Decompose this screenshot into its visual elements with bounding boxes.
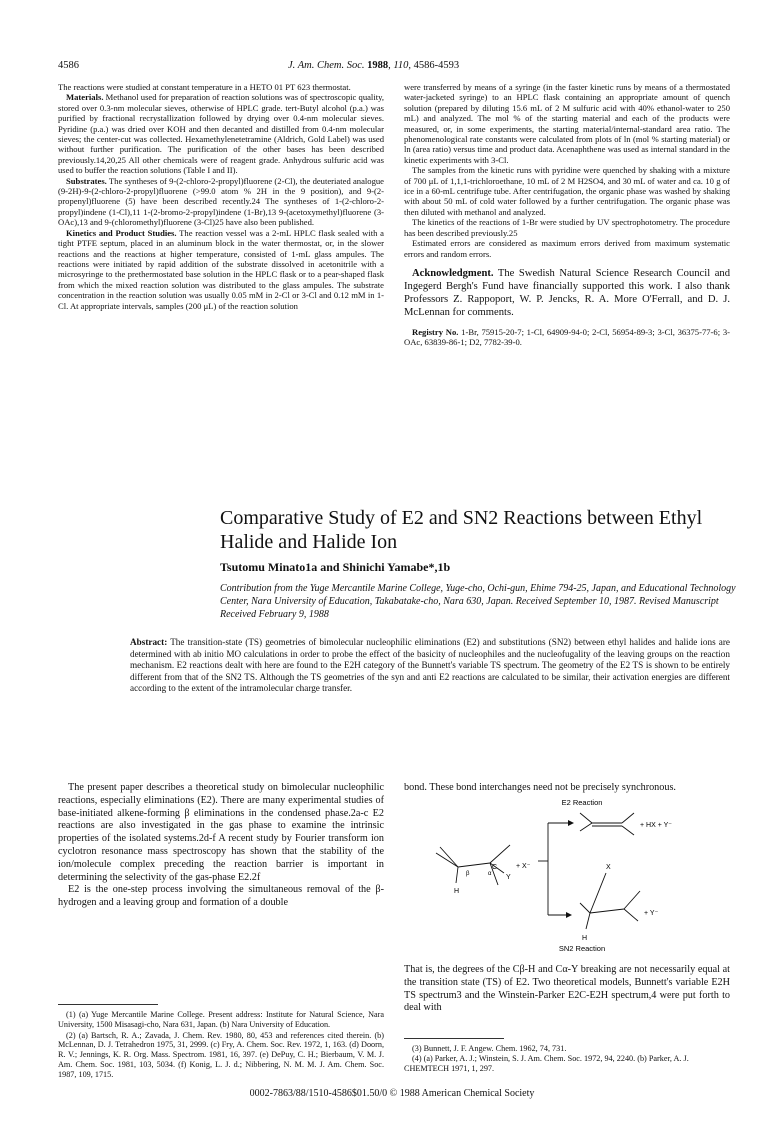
prev-article-left-column: [58, 82, 384, 311]
section-head: Registry No.: [412, 326, 459, 337]
section-head: Substrates.: [66, 175, 107, 186]
acknowledgment: [404, 267, 730, 319]
abstract-head: Abstract:: [130, 637, 168, 647]
section-head: Kinetics and Product Studies.: [66, 227, 177, 238]
page-footer: 0002-7863/88/1510-4586$01.50/0 © 1988 American Chemical Society: [249, 1088, 535, 1099]
paragraph-text: The reaction vessel was a 2-mL HPLC flask sealed with a tight PTFE septum, placed in an aluminum block in the water thermostat, or, in the slower reactions and the reactions at higher temperature, consisted of 1-mL glass ampules. The reactions were initiated by rapid addition of the substrate dissolved in acetonitrile with a microsyringe to the prethermostated base solution in the HPLC flask or to a pear-shaped flask from which the mixed reaction solution was distributed to the glass ampules. The substrate concentration in the reaction solution was usually 0.05 mM in 2-Cl or 3-Cl and 0.12 mM in 1-Cl. At appropriate intervals, samples (200 μL) of the reaction solution: [58, 227, 384, 311]
reactant-plus-x: + X⁻: [516, 863, 531, 870]
sn2-product: [580, 873, 640, 929]
footnote-rule: [58, 1004, 158, 1005]
kinetics-paragraph: [58, 228, 384, 311]
registry-numbers: [404, 327, 730, 348]
paragraph: were transferred by means of a syringe (in the faster kinetic runs by means of a thermostated water-jacketed syringe) to an HPLC flask containing an appropriate amount of quench solution (prepared by diluting 15.6 mL of 2 M sulfuric acid with 40% ethanol-water to 250 mL) and analyzed. The mol % of the starting material and each of the products were measured, or, in some experiments, the starting material/internal-standard area ratio. The phenomenological rate constants were calculated from plots of ln (mol % starting material) or ln (area ratio) versus time and product data. Acenaphthene was used as internal standard in the kinetic experiments with 3-Cl.: [404, 82, 730, 165]
journal-citation: J. Am. Chem. Soc. 1988, 110, 4586-4593: [288, 60, 460, 71]
section-head: Acknowledgment.: [412, 267, 494, 279]
footnote: (1) (a) Yuge Mercantile Marine College. Present address: Institute for Natural Science, Nara University, 1500 Misasagi-cho, Nara 631, Japan. (b) Nara University of Education.: [58, 1010, 384, 1029]
e2-products: + HX + Y⁻: [640, 822, 672, 829]
footnote: (4) (a) Parker, A. J.; Winstein, S. J. Am. Chem. Soc. 1972, 94, 2240. (b) Parker, A. J. CHEMTECH 1971, 1, 297.: [404, 1053, 689, 1073]
footnotes-right: [404, 1044, 730, 1073]
article-title: Comparative Study of E2 and SN2 Reactions between Ethyl Halide and Halide Ion: [220, 507, 703, 553]
article-authors: Tsutomu Minato1a and Shinichi Yamabe*,1b: [220, 560, 451, 574]
paragraph: The reactions were studied at constant temperature in a HETO 01 PT 623 thermostat.: [58, 82, 351, 92]
sn2-products: + Y⁻: [644, 910, 659, 917]
paragraph: Estimated errors are considered as maximum errors derived from maximum systematic errors and random errors.: [404, 238, 730, 259]
paragraph-text: The syntheses of 9-(2-chloro-2-propyl)fluorene (2-Cl), the deuteriated analogue (9-2H)-9-(2-chloro-2-propyl)fluorene (>99.0 atom % 2H in the 9 position), and 9-(2-propenyl)fluorene (5) have been described recently.24 The syntheses of 1-(2-chloro-2-propyl)indene (1-Cl),11 1-(2-bromo-2-propyl)indene (1-Br),13 9-(acetoxymethyl)fluorene (3-OAc),13 and 9-(chloromethyl)fluorene (3-Cl)25 have also been published.: [58, 175, 384, 228]
journal-name: J. Am. Chem. Soc.: [288, 60, 365, 71]
journal-year: 1988: [367, 60, 389, 71]
atom-h-label: H: [454, 888, 460, 895]
footnotes-left: [58, 1010, 384, 1080]
e2-product-alkene: [580, 813, 634, 835]
prev-article-right-column: [404, 82, 730, 348]
reactant-molecule: [436, 845, 510, 885]
scheme-bottom-label: SN2 Reaction: [558, 944, 606, 953]
footnote-rule: [404, 1038, 504, 1039]
substrates-paragraph: [58, 176, 384, 228]
scheme-top-label: E2 Reaction: [561, 798, 603, 807]
arrow-head-e2: [568, 820, 574, 826]
section-head: Materials.: [66, 92, 104, 103]
branch-arrows: [538, 823, 568, 915]
paragraph: E2 is the one-step process involving the simultaneous removal of the β-hydrogen and a leaving group and formation of a double: [58, 884, 384, 909]
atom-c-label: C: [492, 864, 498, 871]
reaction-scheme: [430, 795, 720, 955]
footnote: (3) Bunnett, J. F. Angew. Chem. 1962, 74, 731.: [412, 1044, 567, 1053]
paragraph: The kinetics of the reactions of 1-Br were studied by UV spectrophotometry. The procedure has been described previously.25: [404, 217, 730, 238]
paragraph-text: The Swedish Natural Science Research Council and Ingegerd Bergh's Fund have financially supported this work. I also thank Professors Z. Rappoport, W. P. Jencks, R. A. More O'Ferrall, and D. J. McLennan for comments.: [404, 267, 730, 318]
atom-x-label: X: [606, 864, 611, 871]
paragraph-text: 1-Br, 75915-20-7; 1-Cl, 64909-94-0; 2-Cl, 56954-89-3; 3-Cl, 36375-77-6; 3-OAc, 63839-86-1; D2, 7782-39-0.: [404, 326, 730, 348]
atom-y-label: Y: [506, 874, 511, 881]
abstract-text: The transition-state (TS) geometries of bimolecular nucleophilic eliminations (E2) and substitutions (SN2) between ethyl halides and halide ions are determined with ab initio MO calculations in order to probe the effect of the basicity of nucleophiles and the nucleofugality of the leaving groups on the reaction mechanism. E2 reactions dealt with here are found to the E2H category of the Bunnett's variable TS spectrum. The geometry of the E2 TS is shown to be entirely different from that of the SN2 TS. Although the TS geometries of the syn and anti E2 reactions are calculated to be similar, their activation energies are different according to the extent of the intramolecular charge transfer.: [130, 637, 730, 694]
arrow-head-sn2: [566, 912, 572, 918]
materials-paragraph: [58, 92, 384, 175]
body-right-column: That is, the degrees of the Cβ-H and Cα-Y breaking are not necessarily equal at the transition state (TS) of E2. Two theoretical models, Bunnett's variable E2H TS spectrum3 and the Winstein-Parker E2C-E2H spectrum,4 were put forth to deal with: [404, 964, 730, 1014]
article-affiliation: Contribution from the Yuge Mercantile Marine College, Yuge-cho, Ochi-gun, Ehime 794-25, Japan, and Educational Technology Center, Nara University of Education, Takabatake-cho, Nara 630, Japan. Received September 10, 1987. Revised Manuscript Received February 9, 1988: [220, 583, 736, 620]
page-number: 4586: [58, 60, 79, 71]
paragraph: The samples from the kinetic runs with pyridine were quenched by shaking with a mixture of 700 μL of 1,1,1-trichloroethane, 10 mL of 2 M H2SO4, and 30 mL of water and ca. 10 g of ice in a 60-mL centrifuge tube. After centrifugation, the organic phase was washed by shaking with about 50 mL of cold water followed by a further centrifugation. The organic phase was then diluted with methanol and analyzed.: [404, 165, 730, 217]
footnote: (2) (a) Bartsch, R. A.; Zavada, J. Chem. Rev. 1980, 80, 453 and references cited therein. (b) McLennan, D. J. Tetrahedron 1975, 31, 2999. (c) Fry, A. Chem. Soc. Rev. 1972, 1, 163. (d) Doorn, R. V.; Jennings, K. R. Org. Mass. Spectrom. 1981, 16, 397. (e) DePuy, C. H.; Bierbaum, V. M. J. Am. Chem. Soc. 1981, 103, 5034. (f) Konig, L. J. d.; Nibbering, N. M. M. J. Am. Chem. Soc. 1987, 109, 1715.: [58, 1030, 384, 1079]
body-left-column: [58, 782, 384, 910]
paragraph: The present paper describes a theoretical study on bimolecular nucleophilic reactions, especially eliminations (E2). There are many experimental studies of base-initiated alkene-forming β eliminations in the condensed phase.2a-c E2 reactions are also investigated in the gas phase to examine the intrinsic properties of the isolated systems.2d-f A recent study by Fourier transform ion cyclotron resonance mass spectroscopy has shown that the stability of the ion/molecule complex preceding the reaction barrier is important in determining the selectivity of the gas-phase E2.2f: [58, 782, 384, 883]
journal-volume: 110: [393, 60, 409, 71]
abstract: [130, 637, 730, 695]
journal-pages: 4586-4593: [413, 60, 460, 71]
atom-h-label: H: [582, 935, 588, 942]
beta-label: β: [466, 871, 470, 877]
paragraph-text: Methanol used for preparation of reaction solutions was of spectroscopic quality, stored over 0.3-nm molecular sieves, otherwise of HPLC grade. tert-Butyl alcohol (p.a.) was purified by fractional recrystallization followed by drying over 0.4-nm molecular sieves. Pyridine (p.a.) was dried over KOH and then decanted and distilled from 0.4-nm molecular sieves; the center-cut was collected. Hexamethylenetetramine (Aldrich, Gold Label) was used without further purification. The purification of the other bases has been described previously.14,20,25 All other chemicals were of reagent grade. Anhydrous sulfuric acid was used to buffer the reaction solutions (Table I and II).: [58, 92, 384, 176]
alpha-label: α: [488, 871, 492, 877]
body-right-intro: bond. These bond interchanges need not be precisely synchronous.: [404, 782, 676, 793]
